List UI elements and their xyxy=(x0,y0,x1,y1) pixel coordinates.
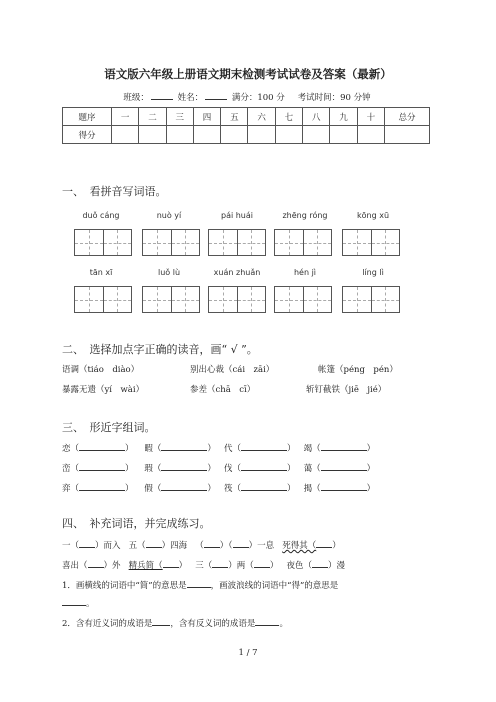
pinyin-label: xuán zhuǎn xyxy=(213,268,261,277)
pinyin-label: duǒ cáng xyxy=(82,211,120,220)
reading-item[interactable]: 斩钉截铁（jiē jié） xyxy=(306,385,387,395)
answer-blank[interactable] xyxy=(62,597,86,606)
class-blank xyxy=(151,91,173,100)
idiom-text: ）外 xyxy=(103,561,121,571)
answer-blank[interactable] xyxy=(79,539,95,548)
score-cell: 六 xyxy=(248,108,275,126)
answer-blank[interactable] xyxy=(146,539,162,548)
idiom-text: （ xyxy=(195,541,204,551)
char: 筏 xyxy=(223,484,233,494)
writing-box[interactable] xyxy=(342,286,400,313)
writing-box[interactable] xyxy=(208,229,266,256)
char: 假 xyxy=(144,484,153,494)
score-entry[interactable] xyxy=(385,126,430,144)
char: 竭 xyxy=(303,444,313,454)
idiom-text: ）四海 xyxy=(161,541,188,551)
score-cell: 一 xyxy=(112,108,139,126)
answer-blank[interactable] xyxy=(79,442,125,451)
score-cell: 三 xyxy=(166,108,193,126)
score-entry[interactable] xyxy=(193,126,220,144)
char: 代 xyxy=(223,444,233,454)
name-blank xyxy=(205,91,227,100)
answer-blank[interactable] xyxy=(161,442,207,451)
full-score: 满分：100 分 xyxy=(231,93,285,103)
score-table-header-row xyxy=(63,108,430,126)
char: 伐 xyxy=(223,464,233,474)
answer-blank[interactable] xyxy=(88,559,104,568)
score-cell: 四 xyxy=(193,108,220,126)
answer-blank[interactable] xyxy=(321,482,367,491)
score-cell: 五 xyxy=(221,108,248,126)
writing-box[interactable] xyxy=(74,286,132,313)
score-entry[interactable] xyxy=(330,126,357,144)
idiom-text: 一（ xyxy=(62,541,80,551)
answer-blank[interactable] xyxy=(312,559,328,568)
writing-box[interactable] xyxy=(142,286,200,313)
char: 恋 xyxy=(62,444,71,454)
char: 峦 xyxy=(62,464,71,474)
question-text: 。 xyxy=(86,599,95,609)
reading-item[interactable]: 暴露无遗（yí wài） xyxy=(62,385,145,395)
reading-item[interactable]: 别出心裁（cái zāi） xyxy=(190,365,275,375)
score-cell: 七 xyxy=(275,108,302,126)
answer-blank[interactable] xyxy=(321,442,367,451)
idiom-text: ） xyxy=(269,561,279,571)
score-entry[interactable] xyxy=(275,126,302,144)
answer-blank[interactable] xyxy=(321,462,367,471)
char-row: 弈（ ） 假（ ） 筏（ ） 揭（ ） xyxy=(62,484,376,494)
answer-blank[interactable] xyxy=(204,539,220,548)
section1-title: 一、 看拼音写词语。 xyxy=(62,185,167,198)
score-entry[interactable] xyxy=(221,126,248,144)
writing-box[interactable] xyxy=(142,229,200,256)
idiom-text: ）两（ xyxy=(228,561,254,571)
idiom-text: 三（ xyxy=(195,561,213,571)
reading-item[interactable]: 语调（tiáo diào） xyxy=(62,365,140,375)
score-entry[interactable] xyxy=(112,126,139,144)
score-cell: 得分 xyxy=(63,126,112,144)
answer-blank[interactable] xyxy=(254,559,270,568)
score-table-score-row xyxy=(63,126,430,144)
writing-box[interactable] xyxy=(74,229,132,256)
score-entry[interactable] xyxy=(248,126,275,144)
idiom-text: 夜色（ xyxy=(286,561,312,571)
answer-blank[interactable] xyxy=(161,462,207,471)
pinyin-label: líng lì xyxy=(362,268,384,277)
answer-blank[interactable] xyxy=(79,482,125,491)
idiom-text: ）而入 xyxy=(95,541,121,551)
score-cell: 十 xyxy=(357,108,384,126)
section4-title: 四、 补充词语，并完成练习。 xyxy=(62,517,211,530)
idiom-row xyxy=(62,539,341,551)
reading-item[interactable]: 参差（chā cī） xyxy=(190,385,256,395)
char: 揭 xyxy=(303,484,313,494)
writing-box[interactable] xyxy=(274,286,332,313)
writing-box[interactable] xyxy=(342,229,400,256)
score-cell: 八 xyxy=(303,108,330,126)
idiom-text: ）一息 xyxy=(248,541,275,551)
score-cell: 九 xyxy=(330,108,357,126)
reading-item[interactable]: 帐篷（péng pén） xyxy=(318,365,398,375)
answer-blank[interactable] xyxy=(187,579,211,588)
question-text: 。 xyxy=(279,619,288,629)
answer-blank[interactable] xyxy=(79,462,125,471)
answer-blank[interactable] xyxy=(316,539,332,548)
score-entry[interactable] xyxy=(166,126,193,144)
answer-blank[interactable] xyxy=(241,442,287,451)
answer-blank[interactable] xyxy=(233,539,249,548)
question-text: ，画波浪线的词语中“得”的意思是 xyxy=(210,581,339,591)
pinyin-label: pái huái xyxy=(220,211,253,220)
question-text: 2．含有近义词的成语是 xyxy=(62,619,153,629)
page-number: 1 / 7 xyxy=(238,648,258,658)
pinyin-label: hén jì xyxy=(293,268,317,277)
pinyin-label: tān xī xyxy=(89,268,113,277)
answer-blank[interactable] xyxy=(161,482,207,491)
name-label: 姓名： xyxy=(177,93,204,103)
answer-blank[interactable] xyxy=(212,559,228,568)
answer-blank[interactable] xyxy=(163,559,179,568)
exam-info xyxy=(0,91,496,103)
char: 暇 xyxy=(144,444,153,454)
idiom-text: ）漫 xyxy=(327,561,345,571)
pinyin-label: kōng xū xyxy=(356,211,390,220)
question-text: ，含有反义词的成语是 xyxy=(170,619,256,629)
char-row: 恋（ ） 暇（ ） 代（ ） 竭（ ） xyxy=(62,444,376,454)
score-cell: 题序 xyxy=(63,108,112,126)
idiom-text: ） xyxy=(332,541,341,551)
exam-time: 考试时间：90 分钟 xyxy=(297,93,371,103)
answer-blank[interactable] xyxy=(241,462,287,471)
question-text: 1．画横线的词语中“简”的意思是 xyxy=(62,581,187,591)
idiom-text: 五（ xyxy=(128,541,146,551)
pinyin-label: zhēng róng xyxy=(282,211,328,220)
char: 瑕 xyxy=(144,464,153,474)
page-title: 语文版六年级上册语文期末检测考试试卷及答案（最新） xyxy=(104,67,392,81)
score-entry[interactable] xyxy=(139,126,166,144)
section3-title: 三、 形近字组词。 xyxy=(62,421,156,434)
idiom-text: ） xyxy=(178,561,188,571)
score-entry[interactable] xyxy=(357,126,384,144)
question-1 xyxy=(62,579,338,591)
char: 弈 xyxy=(62,484,71,494)
pinyin-label: luǒ lù xyxy=(157,268,181,277)
question-1-cont xyxy=(62,597,95,609)
idiom-text: 精兵简（ xyxy=(128,561,163,571)
char: 蔼 xyxy=(303,464,313,474)
idiom-text: ）（ xyxy=(219,541,233,551)
writing-box[interactable] xyxy=(208,286,266,313)
class-label: 班级： xyxy=(123,93,149,103)
char-row: 峦（ ） 瑕（ ） 伐（ ） 蔼（ ） xyxy=(62,464,376,474)
answer-blank[interactable] xyxy=(255,617,279,626)
score-cell: 总分 xyxy=(385,108,430,126)
idiom-text: 喜出（ xyxy=(62,561,88,571)
score-entry[interactable] xyxy=(303,126,330,144)
answer-blank[interactable] xyxy=(152,617,170,626)
section2-title: 二、 选择加点字正确的读音，画“ √ ”。 xyxy=(62,343,258,356)
idiom-text: 死得其（ xyxy=(282,541,317,551)
answer-blank[interactable] xyxy=(241,482,287,491)
score-table xyxy=(62,107,430,144)
writing-box[interactable] xyxy=(274,229,332,256)
idiom-row xyxy=(62,559,345,571)
score-cell: 二 xyxy=(139,108,166,126)
pinyin-label: nuò yí xyxy=(156,211,182,220)
question-2 xyxy=(62,617,288,629)
